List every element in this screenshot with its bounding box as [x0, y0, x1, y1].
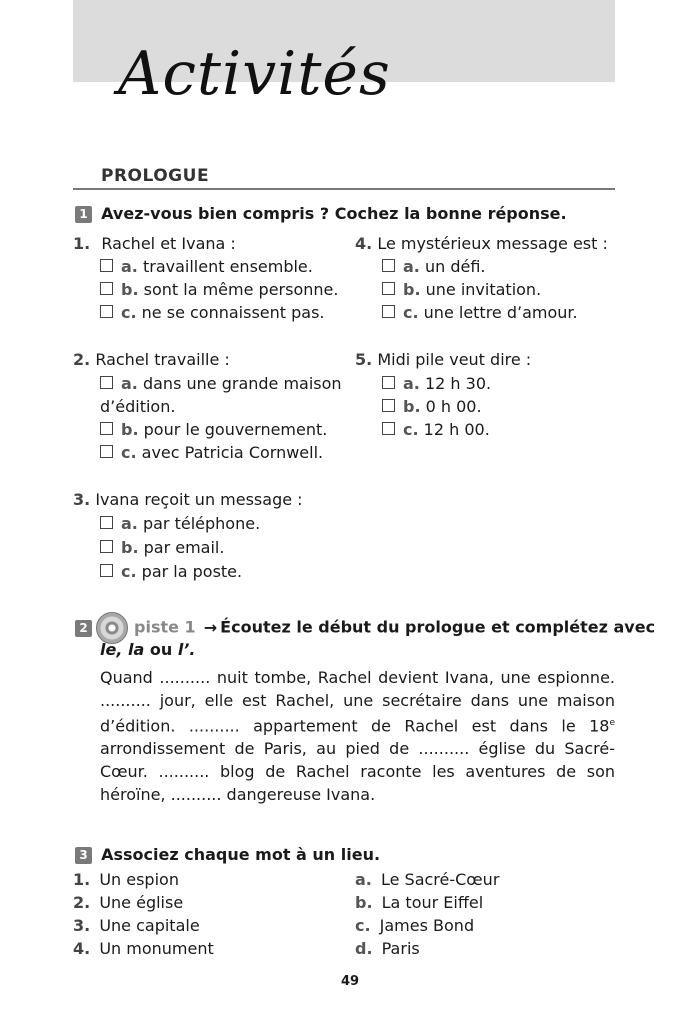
- match-right-c[interactable]: [355, 916, 474, 936]
- option-5a[interactable]: [382, 374, 491, 394]
- option-text: 0 h 00.: [425, 397, 482, 416]
- option-3b[interactable]: [100, 538, 224, 558]
- item-letter: b.: [355, 893, 373, 912]
- checkbox[interactable]: [382, 376, 395, 389]
- option-letter: c.: [121, 303, 137, 322]
- option-5b[interactable]: [382, 397, 482, 417]
- item-text: Une capitale: [99, 916, 200, 935]
- exercise-3-instruction: Associez chaque mot à un lieu.: [101, 845, 381, 864]
- option-3a[interactable]: [100, 514, 260, 534]
- option-3c[interactable]: [100, 562, 242, 582]
- match-right-b[interactable]: [355, 893, 483, 913]
- text-part-2: arrondissement de Paris, au pied de .......... église du Sacré-Cœur. .......... blog de Rachel raconte les aventures de son héroïne, .......... dangereuse Ivana.: [100, 739, 615, 805]
- match-left-2[interactable]: [73, 893, 183, 913]
- option-2a-continued: d’édition.: [100, 397, 176, 416]
- exercise-2-instruction: Écoutez le début du prologue et complétez avec: [220, 617, 656, 637]
- page-number: 49: [340, 974, 360, 989]
- option-1c[interactable]: [100, 303, 325, 323]
- word-la: la: [128, 640, 145, 659]
- option-text: un défi.: [424, 257, 486, 276]
- checkbox[interactable]: [100, 305, 113, 318]
- item-text: Un espion: [99, 870, 179, 889]
- match-right-a[interactable]: [355, 870, 499, 890]
- section-divider: [73, 188, 615, 190]
- checkbox[interactable]: [100, 376, 113, 389]
- question-4: [355, 234, 608, 254]
- item-text: Une église: [99, 893, 184, 912]
- question-2: [73, 350, 230, 370]
- option-2b[interactable]: [100, 420, 327, 440]
- question-number: 4.: [355, 234, 373, 253]
- exercise-2-instruction-continued: [100, 640, 195, 660]
- option-1a[interactable]: [100, 257, 313, 277]
- question-5: [355, 350, 531, 370]
- item-text: James Bond: [379, 916, 475, 935]
- question-text: Rachel travaille :: [95, 350, 230, 369]
- word-ou: ou: [149, 640, 173, 659]
- checkbox[interactable]: [100, 540, 113, 553]
- option-text: travaillent ensemble.: [142, 257, 313, 276]
- option-letter: a.: [121, 374, 138, 393]
- exercise-3-number: 3: [75, 847, 92, 864]
- exercise-2-number: 2: [75, 620, 92, 637]
- item-number: 2.: [73, 893, 91, 912]
- checkbox[interactable]: [382, 399, 395, 412]
- option-text: une lettre d’amour.: [423, 303, 578, 322]
- superscript: e: [609, 718, 615, 728]
- checkbox[interactable]: [100, 445, 113, 458]
- checkbox[interactable]: [100, 259, 113, 272]
- option-letter: c.: [403, 420, 419, 439]
- exercise-3-header: [75, 845, 380, 865]
- checkbox[interactable]: [382, 305, 395, 318]
- option-letter: b.: [121, 420, 139, 439]
- question-number: 2.: [73, 350, 91, 369]
- option-4a[interactable]: [382, 257, 486, 277]
- question-text: Le mystérieux message est :: [377, 234, 608, 253]
- option-text: pour le gouvernement.: [143, 420, 328, 439]
- arrow-icon: →: [203, 617, 218, 637]
- checkbox[interactable]: [100, 564, 113, 577]
- question-text: Ivana reçoit un message :: [95, 490, 303, 509]
- option-5c[interactable]: [382, 420, 490, 440]
- option-letter: c.: [121, 562, 137, 581]
- item-number: 1.: [73, 870, 91, 889]
- word-le: le,: [100, 640, 123, 659]
- option-4b[interactable]: [382, 280, 541, 300]
- option-text: par la poste.: [141, 562, 243, 581]
- checkbox[interactable]: [100, 422, 113, 435]
- option-letter: a.: [121, 514, 138, 533]
- option-letter: a.: [403, 257, 420, 276]
- item-letter: c.: [355, 916, 371, 935]
- option-1b[interactable]: [100, 280, 338, 300]
- option-letter: a.: [403, 374, 420, 393]
- option-text: 12 h 00.: [423, 420, 490, 439]
- checkbox[interactable]: [382, 259, 395, 272]
- option-text: ne se connaissent pas.: [141, 303, 325, 322]
- match-left-4[interactable]: [73, 939, 214, 959]
- exercise-1-header: [75, 204, 567, 224]
- item-text: La tour Eiffel: [381, 893, 484, 912]
- option-text: par téléphone.: [142, 514, 261, 533]
- question-text: Midi pile veut dire :: [377, 350, 532, 369]
- option-letter: a.: [121, 257, 138, 276]
- checkbox[interactable]: [382, 282, 395, 295]
- option-2a[interactable]: [100, 374, 342, 394]
- item-text: Un monument: [99, 939, 214, 958]
- option-4c[interactable]: [382, 303, 578, 323]
- option-letter: c.: [403, 303, 419, 322]
- text-part-1: Quand .......... nuit tombe, Rachel devient Ivana, une espionne. .......... jour, elle est Rachel, une secrétaire dans une maison d’édition. .......... appartement de Rachel est dans le 18: [100, 668, 615, 736]
- match-right-d[interactable]: [355, 939, 420, 959]
- exercise-2-text: [100, 666, 615, 806]
- item-text: Le Sacré-Cœur: [380, 870, 500, 889]
- option-letter: b.: [403, 280, 421, 299]
- option-letter: b.: [121, 280, 139, 299]
- question-number: 5.: [355, 350, 373, 369]
- item-number: 4.: [73, 939, 91, 958]
- exercise-1-instruction: Avez-vous bien compris ? Cochez la bonne réponse.: [101, 204, 567, 223]
- option-2c[interactable]: [100, 443, 323, 463]
- question-number: 3.: [73, 490, 91, 509]
- item-letter: a.: [355, 870, 372, 889]
- option-text: avec Patricia Cornwell.: [141, 443, 324, 462]
- option-text: 12 h 30.: [424, 374, 492, 393]
- option-letter: c.: [121, 443, 137, 462]
- page-title: Activités: [118, 39, 391, 109]
- option-text: sont la même personne.: [143, 280, 339, 299]
- option-letter: b.: [121, 538, 139, 557]
- word-l: l’.: [177, 640, 196, 659]
- match-left-1[interactable]: [73, 870, 179, 890]
- item-text: Paris: [381, 939, 420, 958]
- checkbox[interactable]: [100, 516, 113, 529]
- match-left-3[interactable]: [73, 916, 200, 936]
- section-title: PROLOGUE: [101, 166, 210, 186]
- question-text: Rachel et Ivana :: [101, 234, 236, 253]
- question-3: [73, 490, 303, 510]
- audio-track: piste 1: [134, 617, 196, 637]
- question-number: 1.: [73, 234, 91, 253]
- exercise-1-number: 1: [75, 206, 92, 223]
- checkbox[interactable]: [100, 282, 113, 295]
- item-number: 3.: [73, 916, 91, 935]
- item-letter: d.: [355, 939, 373, 958]
- option-text: une invitation.: [425, 280, 542, 299]
- option-text: par email.: [143, 538, 225, 557]
- option-letter: b.: [403, 397, 421, 416]
- checkbox[interactable]: [382, 422, 395, 435]
- question-1: [73, 234, 236, 254]
- option-text: dans une grande maison: [142, 374, 342, 393]
